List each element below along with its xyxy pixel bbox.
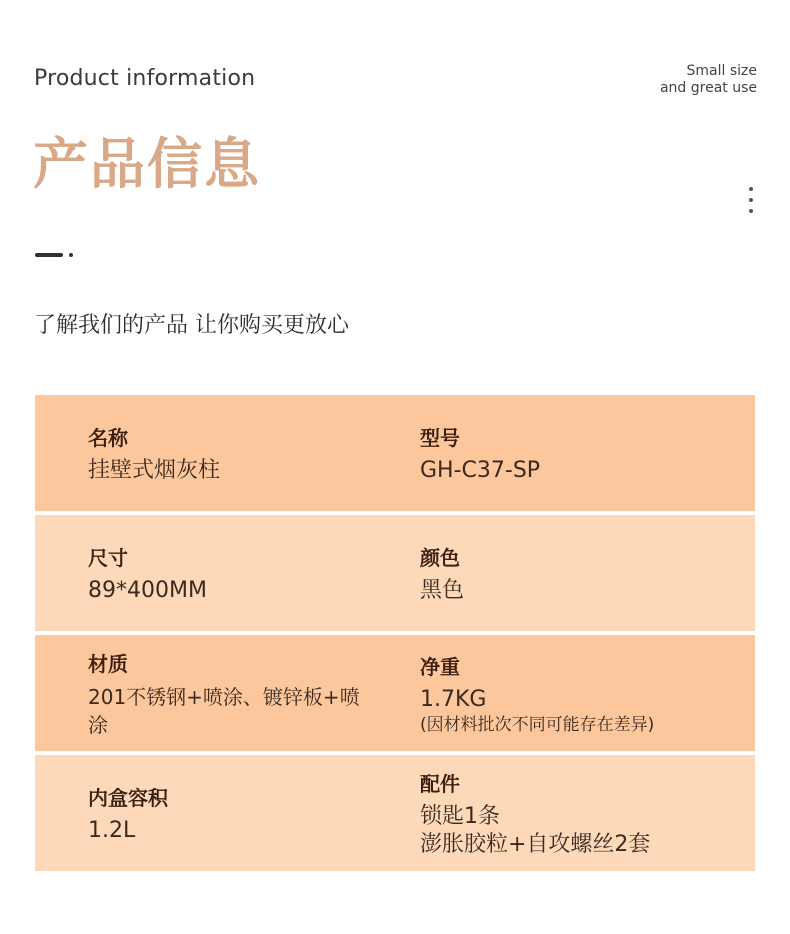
spec-row [35,635,755,751]
tagline [660,63,757,97]
spec-label: 名称 [88,425,128,450]
spec-table [35,395,755,875]
spec-cell-weight [367,635,755,751]
spec-value: 挂壁式烟灰柱 [88,457,221,483]
spec-row [35,755,755,871]
chinese-title: 产品信息 [33,132,262,196]
spec-value: 201不锈钢+喷涂、镀锌板+喷涂 [88,684,360,737]
spec-value: GH-C37-SP [420,457,541,483]
spec-value: 锁匙1条 [420,803,500,829]
spec-row [35,395,755,511]
vertical-dots-icon [749,187,753,213]
spec-value: 1.2L [88,817,136,843]
tagline-line-1: Small size [686,63,757,79]
spec-row [35,515,755,631]
spec-label: 内盒容积 [88,785,168,810]
decorative-divider [35,253,73,257]
spec-label: 型号 [420,425,460,450]
spec-value: 89*400MM [88,577,207,603]
spec-cell-color [367,515,755,631]
spec-label: 尺寸 [88,545,128,570]
spec-value: 1.7KG [420,686,487,712]
spec-label: 配件 [420,771,460,796]
spec-cell-name [35,395,367,511]
spec-label: 净重 [420,654,460,679]
tagline-line-2: and great use [659,80,757,96]
subtitle: 了解我们的产品 让你购买更放心 [34,313,349,338]
spec-label: 颜色 [420,545,460,570]
spec-value: 黑色 [420,577,465,603]
spec-label: 材质 [88,651,128,676]
spec-cell-material [35,635,367,751]
spec-note: (因材料批次不同可能存在差异) [420,714,655,735]
spec-cell-model [367,395,755,511]
spec-value: 澎胀胶粒+自攻螺丝2套 [420,831,651,857]
spec-cell-size [35,515,367,631]
english-title: Product information [34,66,256,91]
spec-cell-volume [35,755,367,871]
spec-cell-accessories [367,755,755,871]
